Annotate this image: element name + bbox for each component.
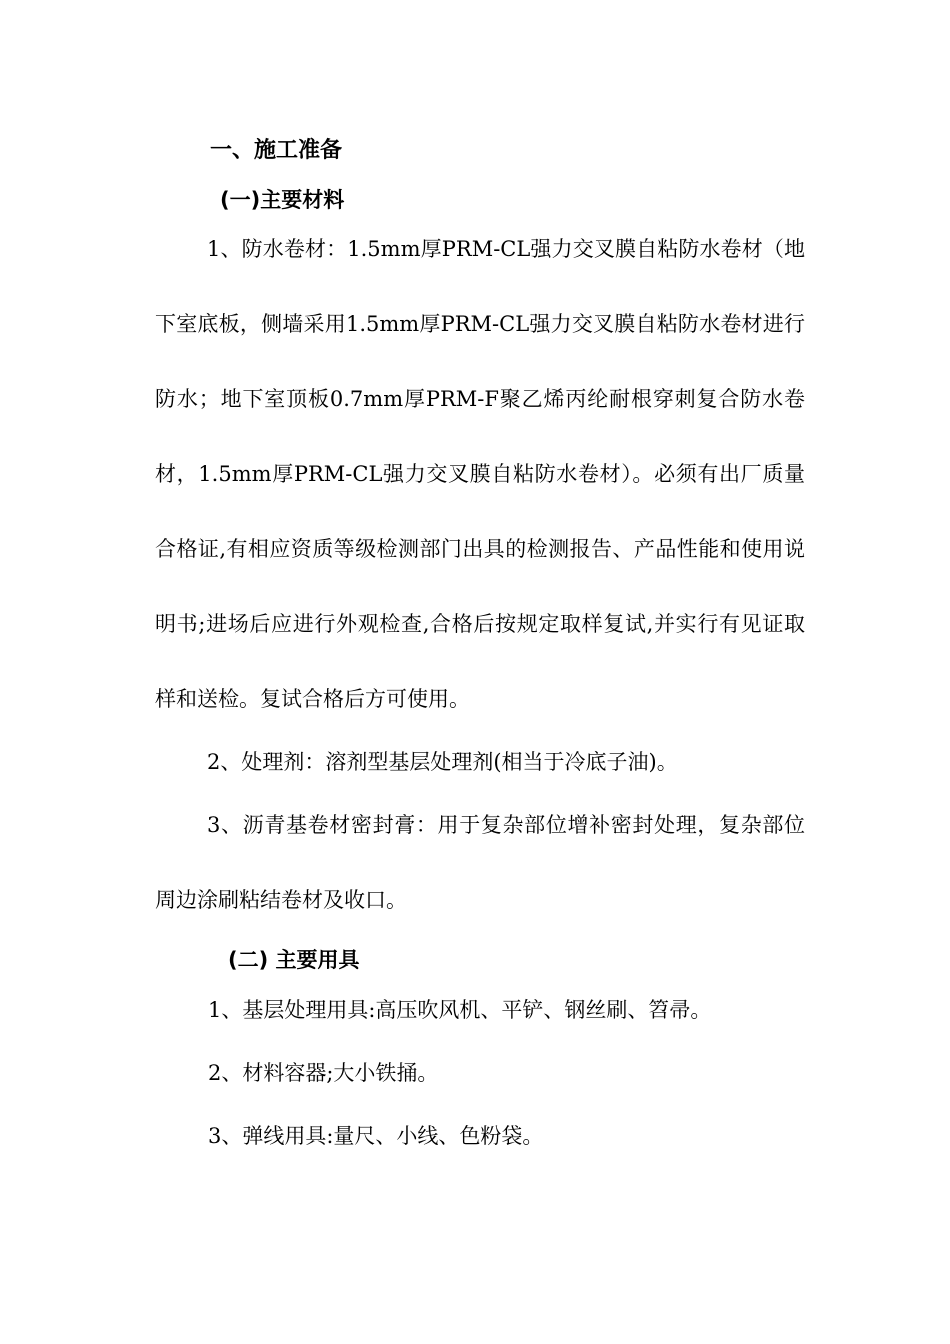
materials-item-3: 3、沥青基卷材密封膏：用于复杂部位增补密封处理，复杂部位周边涂刷粘结卷材及收口。 [155,813,805,912]
tools-item-1: 1、基层处理用具:高压吹风机、平铲、钢丝刷、笤帚。 [208,998,712,1022]
section-title: 一、施工准备 [210,138,343,163]
tools-item-2: 2、材料容器;大小铁捅。 [208,1061,439,1085]
tools-heading: (二) 主要用具 [228,948,360,972]
tools-item-3: 3、弹线用具:量尺、小线、色粉袋。 [208,1124,544,1148]
materials-item-2: 2、处理剂：溶剂型基层处理剂(相当于冷底子油)。 [207,750,678,774]
materials-item-1: 1、防水卷材：1.5mm厚PRM-CL强力交叉膜自粘防水卷材（地下室底板，侧墙采用1.5mm厚PRM-CL强力交叉膜自粘防水卷材进行防水；地下室顶板0.7mm厚PRM-F聚乙烯丙纶耐根穿刺复合防水卷材，1.5mm厚PRM-CL强力交叉膜自粘防水卷材）。必须有出厂质量合格证,有相应资质等级检测部门出具的检测报告、产品性能和使用说明书;进场后应进行外观检查,合格后按规定取样复试,并实行有见证取样和送检。复试合格后方可使用。 [155,237,805,711]
materials-heading: (一)主要材料 [220,188,345,212]
